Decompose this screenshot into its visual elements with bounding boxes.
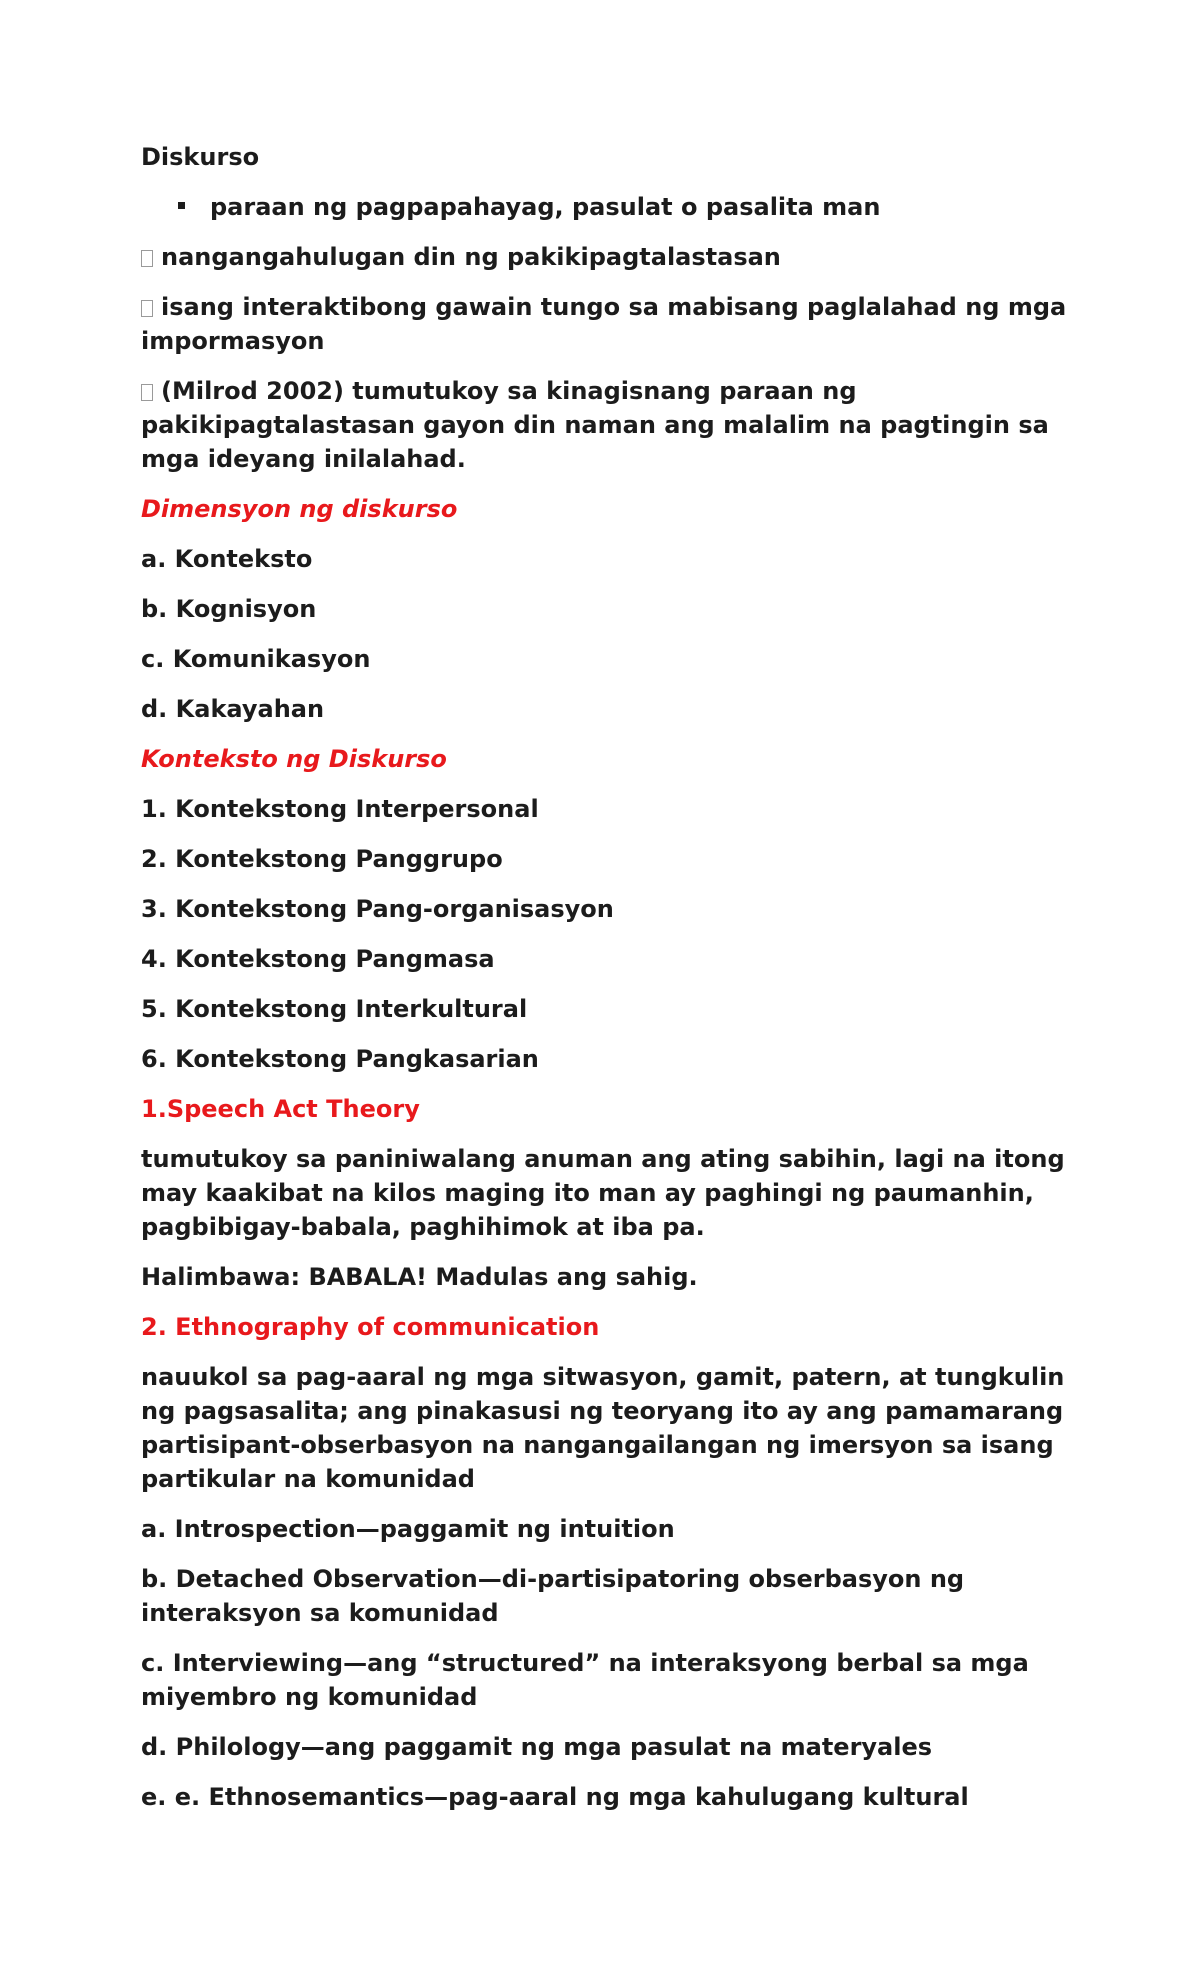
square-bullet-icon	[178, 202, 185, 209]
bullet-text: paraan ng pagpapahayag, pasulat o pasalita man	[210, 193, 881, 221]
bullet-item	[141, 190, 1071, 224]
list-item: d. Kakayahan	[141, 695, 325, 723]
heading-ethnography: 2. Ethnography of communication	[141, 1313, 600, 1341]
list-item: 5. Kontekstong Interkultural	[141, 995, 528, 1023]
section-title-diskurso: Diskurso	[141, 143, 260, 171]
paragraph-ethnography: nauukol sa pag-aaral ng mga sitwasyon, gamit, patern, at tungkulin ng pagsasalita; ang pinakasusi ng teoryang ito ay ang pamamarang partisipant-obserbasyon na nangangailangan ng imersyon sa isang partikular na komunidad	[141, 1363, 1065, 1493]
box-item-text: isang interaktibong gawain tungo sa mabisang paglalahad ng mga impormasyon	[141, 293, 1067, 355]
paragraph-speech-act: tumutukoy sa paniniwalang anuman ang ating sabihin, lagi na itong may kaakibat na kilos maging ito man ay paghingi ng paumanhin, pagbibigay-babala, paghihimok at iba pa.	[141, 1145, 1065, 1241]
heading-konteksto: Konteksto ng Diskurso	[141, 745, 447, 773]
box-item	[141, 290, 1071, 358]
list-item: 6. Kontekstong Pangkasarian	[141, 1045, 539, 1073]
box-item-text: nangangahulugan din ng pakikipagtalastasan	[161, 243, 781, 271]
box-item	[141, 240, 1071, 274]
list-item: d. Philology—ang paggamit ng mga pasulat na materyales	[141, 1733, 933, 1761]
list-item: 1. Kontekstong Interpersonal	[141, 795, 539, 823]
box-item-text: (Milrod 2002) tumutukoy sa kinagisnang paraan ng pakikipagtalastasan gayon din naman ang malalim na pagtingin sa mga ideyang inilalahad.	[141, 377, 1049, 473]
missing-glyph-icon	[141, 250, 153, 267]
box-item	[141, 374, 1071, 476]
list-item: c. Interviewing—ang “structured” na interaksyong berbal sa mga miyembro ng komunidad	[141, 1649, 1029, 1711]
list-item: c. Komunikasyon	[141, 645, 371, 673]
list-item: b. Detached Observation—di-partisipatoring obserbasyon ng interaksyon sa komunidad	[141, 1565, 965, 1627]
list-item: 3. Kontekstong Pang-organisasyon	[141, 895, 614, 923]
missing-glyph-icon	[141, 300, 153, 317]
missing-glyph-icon	[141, 384, 153, 401]
list-item: b. Kognisyon	[141, 595, 317, 623]
list-item: a. Introspection—paggamit ng intuition	[141, 1515, 675, 1543]
heading-speech-act: 1.Speech Act Theory	[141, 1095, 420, 1123]
list-item: a. Konteksto	[141, 545, 313, 573]
list-item: e. e. Ethnosemantics—pag-aaral ng mga kahulugang kultural	[141, 1783, 969, 1811]
heading-dimensyon: Dimensyon ng diskurso	[141, 495, 458, 523]
list-item: 2. Kontekstong Panggrupo	[141, 845, 503, 873]
paragraph-halimbawa: Halimbawa: BABALA! Madulas ang sahig.	[141, 1263, 698, 1291]
document-body	[141, 140, 1071, 1830]
list-item: 4. Kontekstong Pangmasa	[141, 945, 495, 973]
